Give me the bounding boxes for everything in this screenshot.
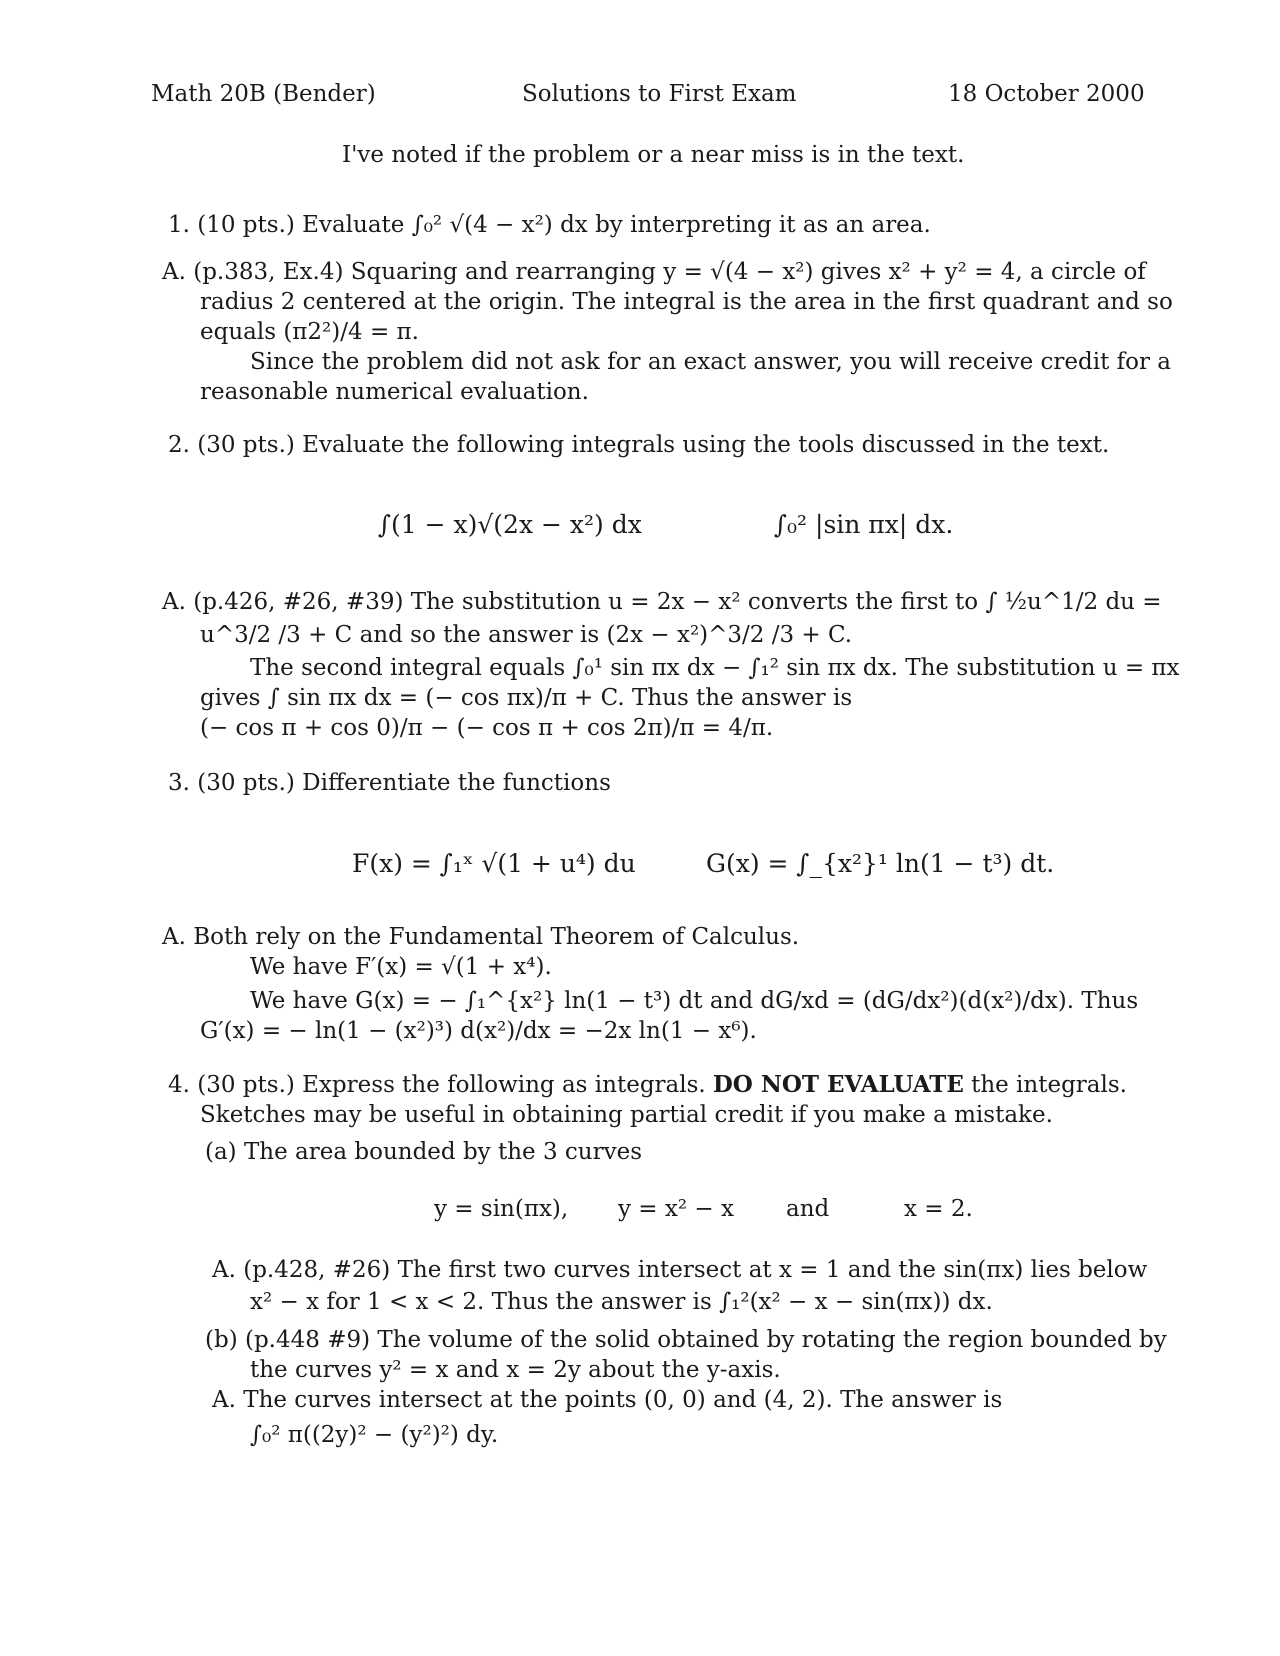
q4-question-pre: 4. (30 pts.) Express the following as integrals.: [168, 1072, 706, 1098]
q3-function-G: G(x) = ∫_{x²}¹ ln(1 − t³) dt.: [706, 849, 1055, 878]
header-date: 18 October 2000: [948, 81, 1145, 107]
q1-answer-line1: A. (p.383, Ex.4) Squaring and rearranging y = √(4 − x²) gives x² + y² = 4, a circle of: [162, 259, 1146, 285]
q3-answer-line1: A. Both rely on the Fundamental Theorem of Calculus.: [162, 924, 800, 950]
q3-answer-line2: We have F′(x) = √(1 + x⁴).: [250, 954, 552, 980]
q4b-answer-line2: ∫₀² π((2y)² − (y²)²) dy.: [250, 1422, 499, 1448]
q4b-answer-line1: A. The curves intersect at the points (0, 0) and (4, 2). The answer is: [212, 1387, 1003, 1413]
q4a-curve-2: y = x² − x: [618, 1196, 734, 1222]
q2-answer-line4: gives ∫ sin πx dx = (− cos πx)/π + C. Thus the answer is: [200, 685, 853, 711]
q4a-answer-line1: A. (p.428, #26) The first two curves intersect at x = 1 and the sin(πx) lies below: [212, 1257, 1148, 1283]
q4a-and: and: [786, 1196, 830, 1222]
q2-integral-1: ∫(1 − x)√(2x − x²) dx: [378, 510, 642, 539]
q4-question-line1: [168, 1070, 1127, 1100]
q4a-answer-line2: x² − x for 1 < x < 2. Thus the answer is ∫₁²(x² − x − sin(πx)) dx.: [250, 1289, 993, 1315]
q1-answer-line4: Since the problem did not ask for an exact answer, you will receive credit for a: [250, 349, 1172, 375]
q2-integral-2: ∫₀² |sin πx| dx.: [774, 510, 954, 539]
q4b-question-line1: (b) (p.448 #9) The volume of the solid obtained by rotating the region bounded by: [205, 1327, 1167, 1353]
q4a-curve-1: y = sin(πx),: [434, 1196, 569, 1222]
q3-function-F: F(x) = ∫₁ˣ √(1 + u⁴) du: [352, 849, 636, 878]
q2-answer-line3: The second integral equals ∫₀¹ sin πx dx − ∫₁² sin πx dx. The substitution u = πx: [250, 655, 1180, 681]
q1-answer-line3: equals (π2²)/4 = π.: [200, 319, 419, 345]
intro-note: I've noted if the problem or a near miss is in the text.: [342, 142, 965, 168]
q1-answer-line5: reasonable numerical evaluation.: [200, 379, 589, 405]
header-title: Solutions to First Exam: [522, 81, 797, 107]
q4b-question-line2: the curves y² = x and x = 2y about the y-axis.: [250, 1357, 781, 1383]
q1-answer-line2: radius 2 centered at the origin. The integral is the area in the first quadrant and so: [200, 289, 1173, 315]
q3-answer-line4: G′(x) = − ln(1 − (x²)³) d(x²)/dx = −2x ln(1 − x⁶).: [200, 1018, 757, 1044]
q1-question: 1. (10 pts.) Evaluate ∫₀² √(4 − x²) dx by interpreting it as an area.: [168, 212, 931, 238]
q4-question-post: the integrals.: [971, 1072, 1127, 1098]
q3-question: 3. (30 pts.) Differentiate the functions: [168, 770, 611, 796]
q4-question-emphasis: DO NOT EVALUATE: [712, 1071, 964, 1098]
q2-answer-line1: A. (p.426, #26, #39) The substitution u = 2x − x² converts the first to ∫ ½u^1/2 du =: [162, 589, 1162, 615]
q4-question-line2: Sketches may be useful in obtaining partial credit if you make a mistake.: [200, 1102, 1053, 1128]
q4a-curve-3: x = 2.: [904, 1196, 973, 1222]
q2-question: 2. (30 pts.) Evaluate the following integrals using the tools discussed in the text.: [168, 432, 1110, 458]
q2-answer-line2: u^3/2 /3 + C and so the answer is (2x − x²)^3/2 /3 + C.: [200, 622, 853, 648]
q2-answer-line5: (− cos π + cos 0)/π − (− cos π + cos 2π)/π = 4/π.: [200, 715, 774, 741]
q3-answer-line3: We have G(x) = − ∫₁^{x²} ln(1 − t³) dt and dG/xd = (dG/dx²)(d(x²)/dx). Thus: [250, 988, 1139, 1014]
header-course: Math 20B (Bender): [151, 81, 376, 107]
q4a-question: (a) The area bounded by the 3 curves: [205, 1139, 642, 1165]
